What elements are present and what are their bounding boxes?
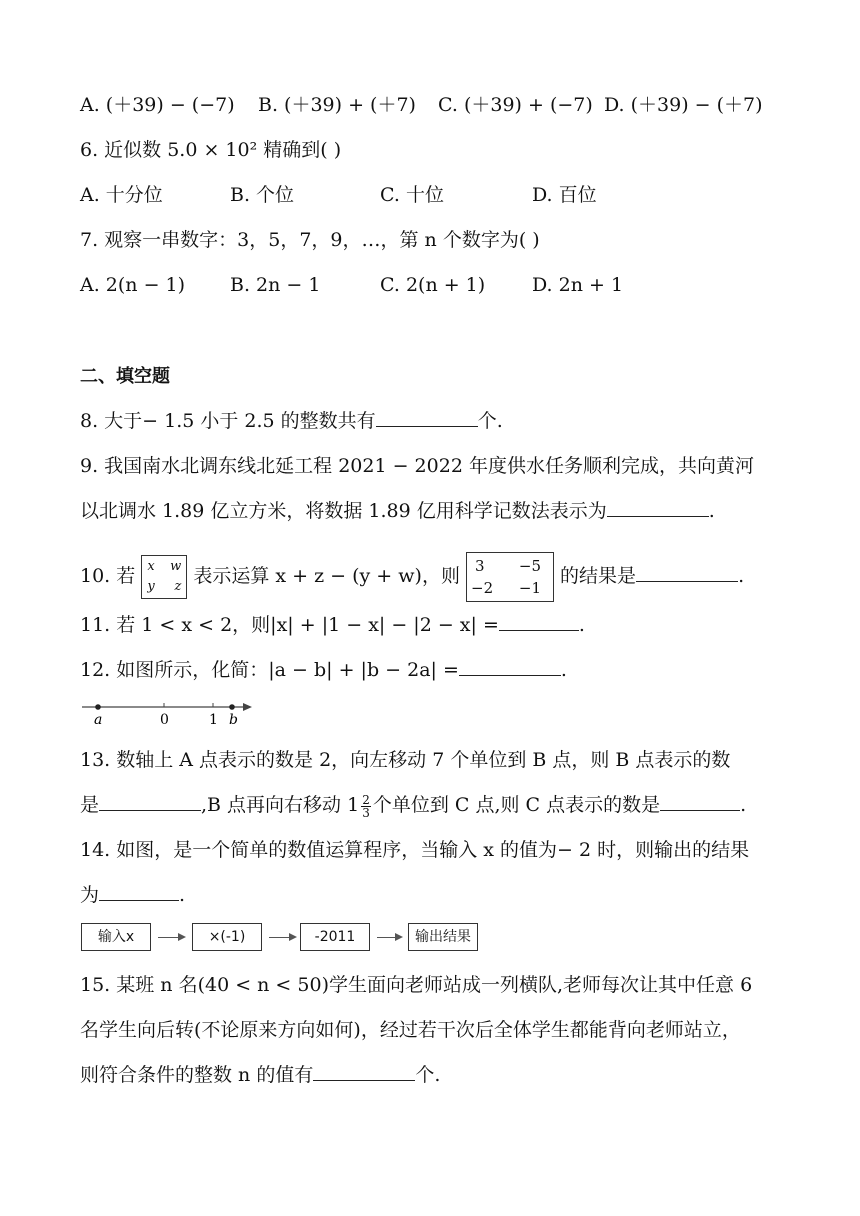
q11-end: . (578, 614, 585, 636)
q13-answer-blank-c[interactable] (660, 792, 740, 811)
fraction-denominator: 3 (362, 805, 370, 820)
q8-answer-blank[interactable] (376, 408, 478, 427)
matrix-cell: 3 (475, 557, 485, 575)
q5-option-a: A. (＋39) − (−7) (80, 94, 235, 116)
point-b-dot (229, 704, 235, 710)
flow-multiply-box: ×(-1) (192, 923, 262, 951)
q10-text-pre: 10. 若 (80, 565, 136, 587)
matrix-cell: −5 (518, 557, 541, 575)
label-a: a (94, 712, 103, 726)
q12-answer-blank[interactable] (459, 657, 561, 676)
fraction-numerator: 2 (362, 792, 370, 807)
point-a-dot (95, 704, 101, 710)
matrix-cell: z (174, 579, 182, 594)
q15-end: 个. (415, 1064, 441, 1086)
q11-question (80, 612, 585, 638)
q6-option-a: A. 十分位 (80, 184, 163, 206)
flow-arrow-1 (158, 937, 184, 938)
q15-line3 (80, 1062, 440, 1088)
q15-line1: 15. 某班 n 名(40 < n < 50)学生面向老师站成一列横队,老师每次让其中任意 6 (80, 974, 753, 996)
label-one: 1 (209, 712, 218, 726)
q10-end: . (738, 565, 745, 587)
flow-subtract-box: -2011 (300, 923, 370, 951)
q6-option-c: C. 十位 (380, 184, 444, 206)
number-line-arrow (243, 703, 252, 711)
q11-answer-blank[interactable] (499, 612, 579, 631)
q14-line1: 14. 如图，是一个简单的数值运算程序，当输入 x 的值为− 2 时，则输出的结果 (80, 839, 750, 861)
q10-text-post: 的结果是 (560, 565, 637, 587)
q7-option-a: A. 2(n − 1) (80, 274, 186, 296)
q10-answer-blank[interactable] (636, 563, 738, 582)
q9-end: . (708, 500, 715, 522)
q13-answer-blank-b[interactable] (99, 792, 201, 811)
matrix-cell: w (170, 559, 182, 574)
q15-line2: 名学生向后转(不论原来方向如何)，经过若干次后全体学生都能背向老师站立， (80, 1019, 741, 1041)
matrix-cell: y (147, 579, 155, 594)
section-heading: 二、填空题 (80, 366, 170, 387)
q7-option-d: D. 2n + 1 (532, 274, 624, 296)
q14-text-pre: 为 (80, 884, 100, 906)
flow-output-box: 输出结果 (408, 923, 478, 951)
q13-text-mid2: 个单位到 C 点,则 C 点表示的数是 (372, 794, 661, 816)
label-b: b (229, 712, 238, 726)
q5-option-b: B. (＋39) + (＋7) (258, 94, 416, 116)
q6-option-b: B. 个位 (230, 184, 295, 206)
q7-question: 7. 观察一串数字：3，5，7，9，…，第 n 个数字为( ) (80, 229, 540, 251)
q12-question (80, 657, 567, 683)
q14-line2 (80, 882, 185, 908)
q7-option-b: B. 2n − 1 (230, 274, 321, 296)
number-line-figure (80, 700, 260, 726)
q5-option-c: C. (＋39) + (−7) (438, 94, 593, 116)
q10-matrix-symbol (141, 555, 187, 599)
q9-answer-blank[interactable] (607, 498, 709, 517)
q11-text: 11. 若 1 < x < 2，则|x| + |1 − x| − |2 − x| = (80, 614, 499, 636)
q13-text-pre: 是 (80, 794, 100, 816)
matrix-cell: x (147, 559, 155, 574)
flow-arrow-3 (377, 937, 401, 938)
q12-end: . (560, 659, 567, 681)
q8-text-end: 个. (477, 410, 503, 432)
q8-question (80, 408, 503, 434)
matrix-cell: −2 (471, 579, 494, 597)
q9-line1: 9. 我国南水北调东线北延工程 2021 − 2022 年度供水任务顺利完成，共向黄河 (80, 455, 754, 477)
q15-text: 则符合条件的整数 n 的值有 (80, 1064, 314, 1086)
q13-end: . (740, 794, 747, 816)
q10-question (80, 552, 744, 602)
q7-option-c: C. 2(n + 1) (380, 274, 486, 296)
q13-text-mid: ,B 点再向右移动 1 (201, 794, 360, 816)
q10-text-mid: 表示运算 x + z − (y + w)，则 (193, 565, 460, 587)
q9-line2 (80, 498, 715, 524)
q15-answer-blank[interactable] (313, 1062, 415, 1081)
flow-arrow-2 (269, 937, 295, 938)
label-zero: 0 (160, 712, 169, 726)
q6-option-d: D. 百位 (532, 184, 597, 206)
q8-text: 8. 大于− 1.5 小于 2.5 的整数共有 (80, 410, 376, 432)
q13-fraction (361, 794, 371, 819)
q14-end: . (179, 884, 186, 906)
q13-line1: 13. 数轴上 A 点表示的数是 2，向左移动 7 个单位到 B 点，则 B 点表示的数 (80, 749, 731, 771)
matrix-cell: −1 (518, 579, 541, 597)
q5-option-d: D. (＋39) − (＋7) (604, 94, 763, 116)
q12-text: 12. 如图所示，化简：|a − b| + |b − 2a| = (80, 659, 459, 681)
q6-question: 6. 近似数 5.0 × 10² 精确到( ) (80, 139, 342, 161)
q13-line2 (80, 792, 746, 819)
q9-text: 以北调水 1.89 亿立方米，将数据 1.89 亿用科学记数法表示为 (80, 500, 607, 522)
q14-answer-blank[interactable] (99, 882, 179, 901)
flow-input-box: 输入x (81, 923, 151, 951)
q10-matrix-values (466, 552, 554, 602)
